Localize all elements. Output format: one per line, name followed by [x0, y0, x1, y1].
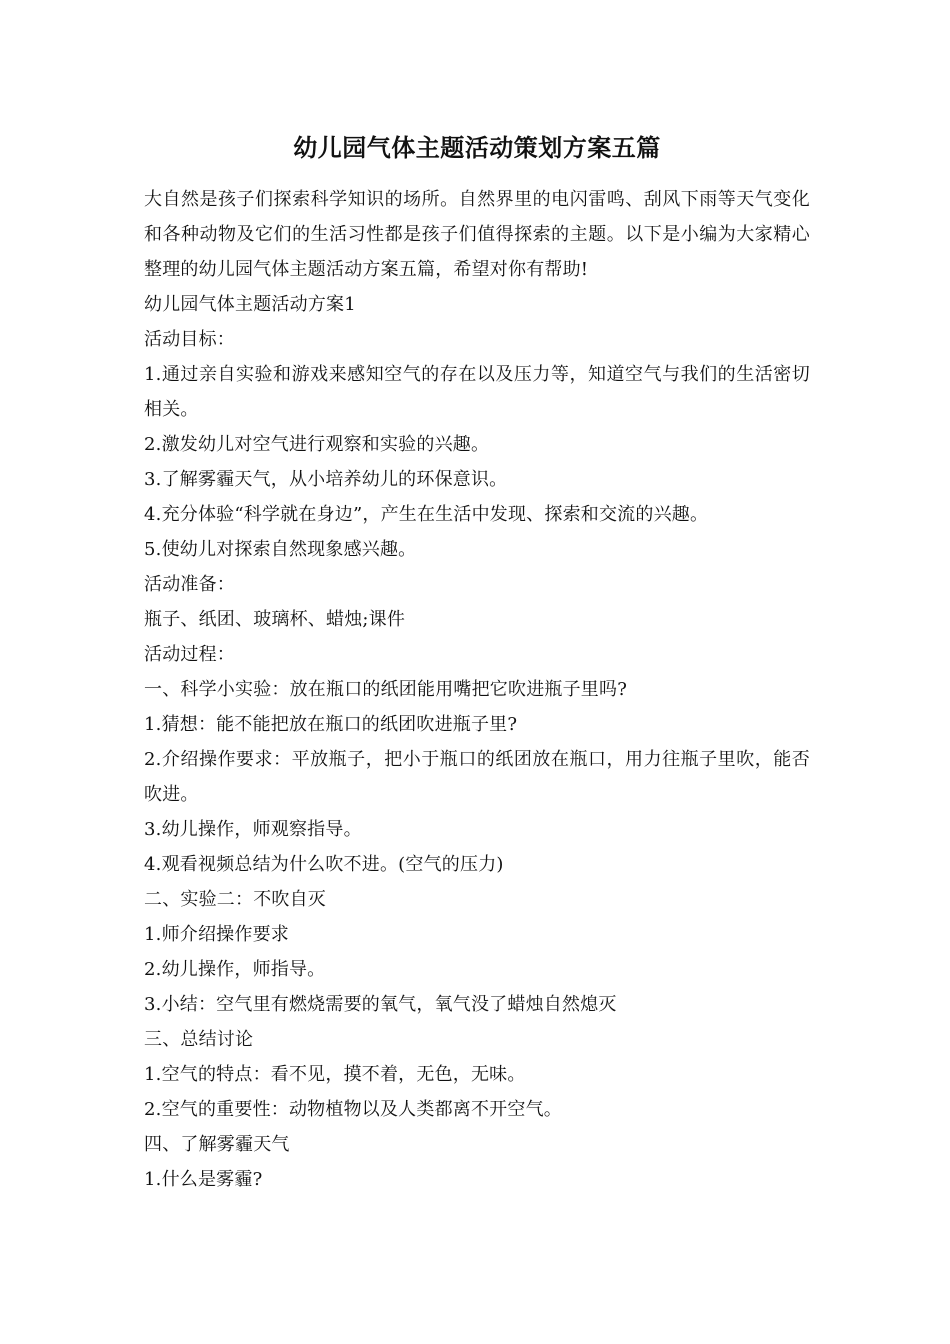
- intro-paragraph: 大自然是孩子们探索科学知识的场所。自然界里的电闪雷鸣、刮风下雨等天气变化和各种动物及它们的生活习性都是孩子们值得探索的主题。以下是小编为大家精心整理的幼儿园气体主题活动方案五篇，希望对你有帮助!: [144, 189, 810, 280]
- process-section-heading: 三、总结讨论: [144, 1029, 254, 1050]
- process-section-heading: 四、了解雾霾天气: [144, 1134, 290, 1155]
- goal-item: 1.通过亲自实验和游戏来感知空气的存在以及压力等，知道空气与我们的生活密切相关。: [144, 364, 810, 420]
- section-heading-plan-1: 幼儿园气体主题活动方案1: [144, 294, 356, 315]
- process-step: 3.幼儿操作，师观察指导。: [144, 819, 362, 840]
- goal-item: 2.激发幼儿对空气进行观察和实验的兴趣。: [144, 434, 490, 455]
- process-step: 1.猜想：能不能把放在瓶口的纸团吹进瓶子里?: [144, 714, 518, 735]
- activity-goals-heading: 活动目标：: [144, 329, 235, 350]
- goal-item: 5.使幼儿对探索自然现象感兴趣。: [144, 539, 417, 560]
- goal-item: 4.充分体验“科学就在身边”，产生在生活中发现、探索和交流的兴趣。: [144, 504, 709, 525]
- process-section-heading: 二、实验二：不吹自灭: [144, 889, 326, 910]
- process-step: 3.小结：空气里有燃烧需要的氧气，氧气没了蜡烛自然熄灭: [144, 994, 617, 1015]
- process-step: 1.空气的特点：看不见，摸不着，无色，无味。: [144, 1064, 526, 1085]
- process-section-heading: 一、科学小实验：放在瓶口的纸团能用嘴把它吹进瓶子里吗?: [144, 679, 628, 700]
- activity-preparation-heading: 活动准备：: [144, 574, 235, 595]
- materials-line: 瓶子、纸团、玻璃杯、蜡烛;课件: [144, 609, 406, 630]
- goal-item: 3.了解雾霾天气，从小培养幼儿的环保意识。: [144, 469, 508, 490]
- document-title: 幼儿园气体主题活动策划方案五篇: [293, 133, 661, 162]
- process-step: 1.什么是雾霾?: [144, 1169, 263, 1190]
- process-step: 1.师介绍操作要求: [144, 924, 289, 945]
- process-step: 4.观看视频总结为什么吹不进。(空气的压力): [144, 854, 504, 875]
- activity-process-heading: 活动过程：: [144, 644, 235, 665]
- process-step: 2.空气的重要性：动物植物以及人类都离不开空气。: [144, 1099, 562, 1120]
- process-step: 2.介绍操作要求：平放瓶子，把小于瓶口的纸团放在瓶口，用力往瓶子里吹，能否吹进。: [144, 749, 810, 805]
- process-step: 2.幼儿操作，师指导。: [144, 959, 326, 980]
- document-content: [144, 128, 810, 1197]
